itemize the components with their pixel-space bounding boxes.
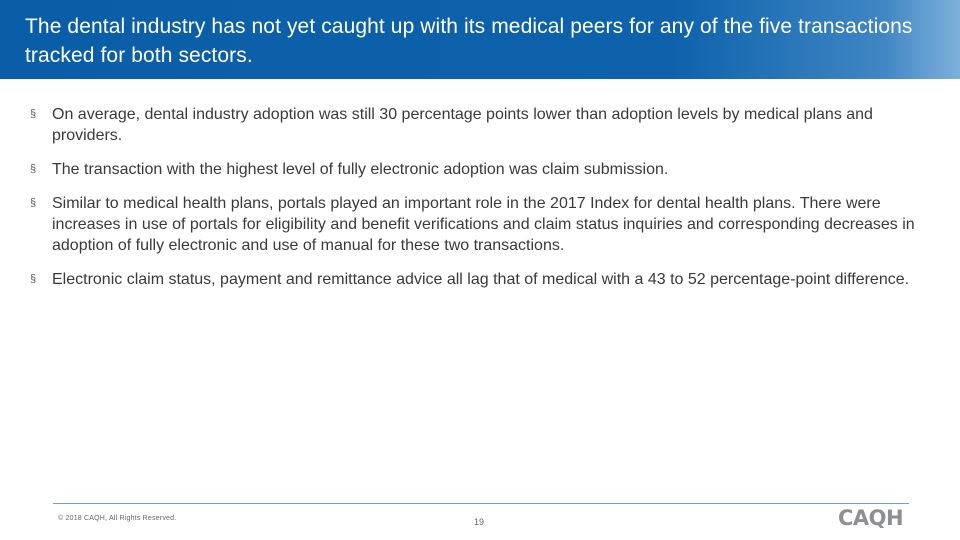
bullet-item bbox=[30, 159, 935, 180]
caqh-logo: CAQH bbox=[838, 506, 904, 530]
bullet-item bbox=[30, 269, 935, 290]
bullet-marker-icon: § bbox=[30, 108, 37, 120]
slide-title: The dental industry has not yet caught up with its medical peers for any of the five transactions tracked for both sectors. bbox=[25, 15, 913, 67]
bullet-list bbox=[30, 104, 935, 303]
bullet-text: Electronic claim status, payment and remittance advice all lag that of medical with a 43 to 52 percentage-point difference. bbox=[52, 271, 910, 288]
bullet-item bbox=[30, 193, 935, 256]
bullet-text: The transaction with the highest level of fully electronic adoption was claim submission. bbox=[52, 161, 669, 178]
copyright-notice: © 2018 CAQH, All Rights Reserved. bbox=[58, 515, 177, 522]
footer-divider bbox=[53, 503, 909, 504]
title-banner bbox=[0, 0, 960, 79]
page-number: 19 bbox=[474, 517, 485, 527]
bullet-text: Similar to medical health plans, portals played an important role in the 2017 Index for dental health plans. There were increases in use of portals for eligibility and benefit verifications and claim status inquiries and corresponding decreases in adoption of fully electronic and use of manual for these two transactions. bbox=[52, 195, 915, 254]
bullet-marker-icon: § bbox=[30, 163, 37, 175]
bullet-item bbox=[30, 104, 935, 146]
bullet-marker-icon: § bbox=[30, 273, 37, 285]
bullet-marker-icon: § bbox=[30, 197, 37, 209]
bullet-text: On average, dental industry adoption was still 30 percentage points lower than adoption levels by medical plans and providers. bbox=[52, 106, 873, 144]
